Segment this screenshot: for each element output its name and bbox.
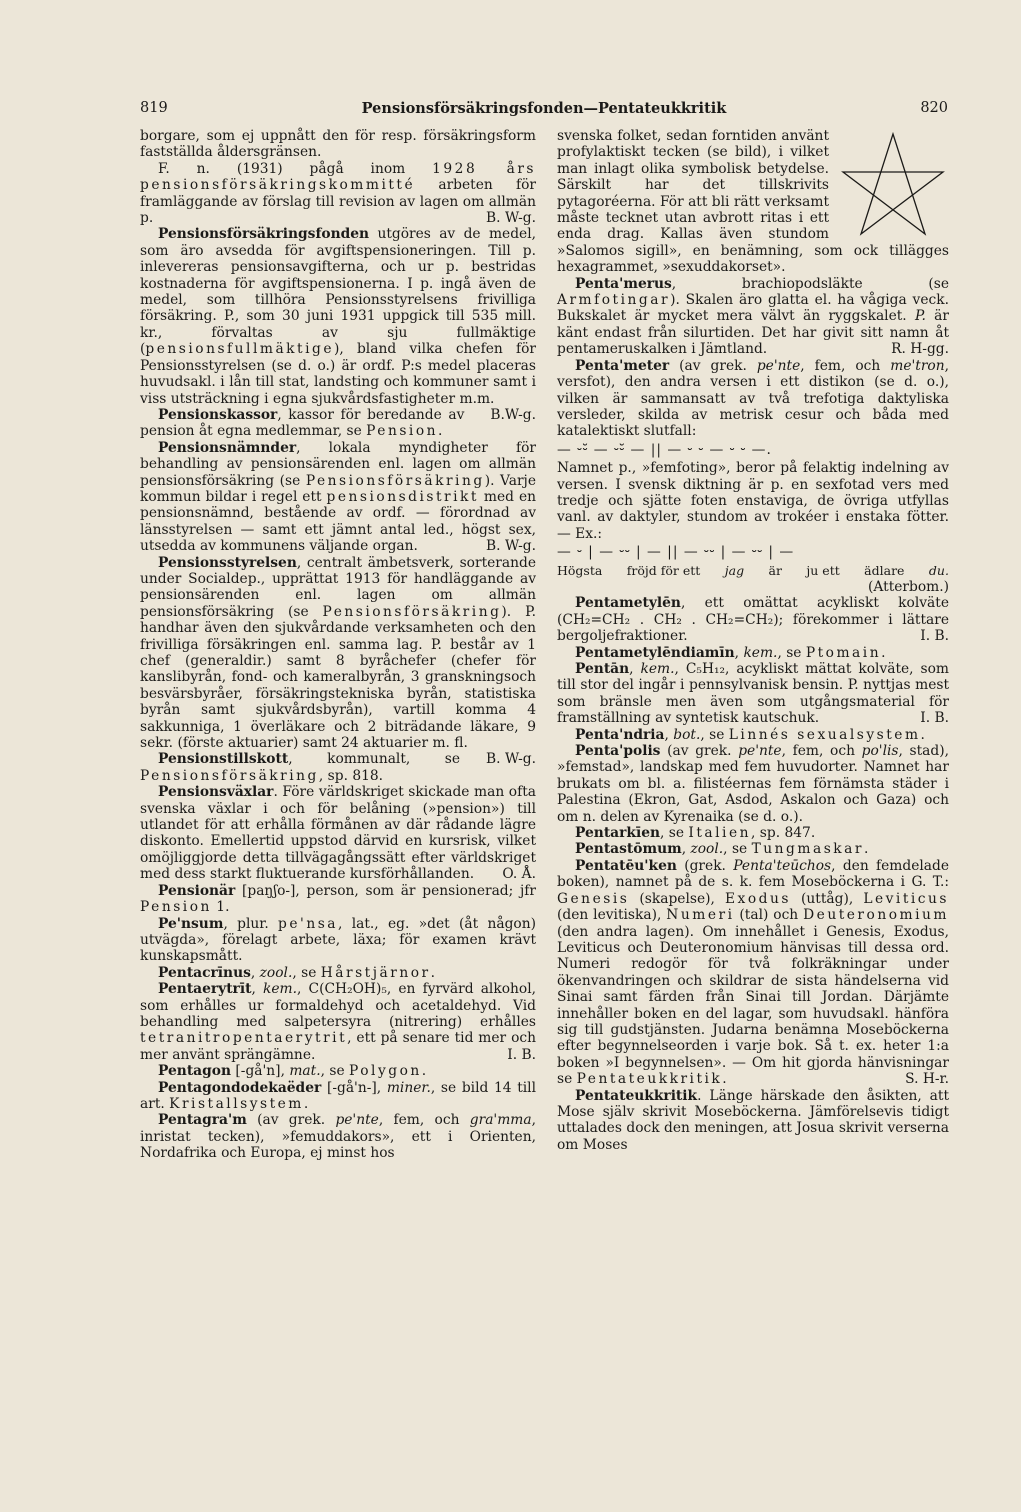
pentagram-continued: svenska folket, sedan forntiden använt profylaktiskt tecken (se bild), i vilket man inlagt olika symbolisk betydelse. Särskilt har det tillskrivits pytagoréerna. För att bli rätt verksamt måste tecknet utan avbrott ritas i ett enda drag. Kallas även stundom »Salomos sigill», en benämning, som ock tillägges hexagrammet, »sexuddakorset». [557, 128, 949, 276]
entry-pentameter: Penta'meter (av grek. pe'nte, fem, och me'tron, versfot), den andra versen i ett distikon (se d. o.), vilken är sammansatt av två trefotiga daktyliska versleder, skilda av metrisk cesur och båda med katalektiskt slutfall: [557, 357, 949, 440]
entry-pensionsstyrelsen: Pensionsstyrelsen, centralt ämbetsverk, sorterande under Socialdep., upprättat 1913 för handläggande av pensionsärenden enl. lagen om allmän pensionsförsäkring (se Pensionsförsäkring). P. handhar även den sjukvårdande verksamheten och den frivilliga försäkringen enl. samma lag. P. består av 1 chef (generaldir.) samt 8 byråchefer (chefer för kanslibyrån, fond- och kameralbyrån, 3 granskningsoch besvärsbyråer, försäkringstekniska byrån, statistiska byrån samt sjukvårdsbyrån), vartill komma 4 sakkunniga, 1 överläkare och 2 biträdande läkare, 9 sekr. (förste aktuarier) samt 24 aktuarier m. fl. B. W-g. [140, 554, 536, 768]
verse-source: (Atterbom.) [868, 578, 949, 595]
entry-pentacrinus: Pentacrīnus, zool., se Hårstjärnor. [158, 964, 436, 981]
continued-paragraph: borgare, som ej uppnått den för resp. försäkringsform fastställda åldersgränsen. [140, 128, 536, 161]
entry-pentaerytrit: Pentaerytrīt, kem., C(CH₂OH)₅, en fyrvärd alkohol, som erhålles ur formaldehyd och acetaldehyd. Vid behandling med salpetersyra (nitrering) erhålles tetranitropentaerytrit, ett på senare tid mer och mer använt sprängämne. I. B. [140, 981, 536, 1063]
committee-paragraph: F. n. (1931) pågå inom 1928 års pensionsförsäkringskommitté arbeten för framläggande av förslag till revision av lagen om allmän p. B. W-g. [140, 160, 536, 227]
entry-pensionskassor: Pensionskassor, kassor för beredande av pension åt egna medlemmar, se Pension. [140, 406, 465, 440]
entry-pentateukkritik: Pentateukkritik. Länge härskade den åsikten, att Mose själv skrivit Moseböckerna. Jämförelsevis tidigt uttalades dock den meningen, att Josua skrivit verserna om Moses [557, 1087, 949, 1153]
meter-scheme-2: — ⏑ | — ⏑⏑ | — || — ⏑⏑ | — ⏑⏑ | — [557, 544, 795, 561]
entry-pentametylendiamin: Pentametylēndiamīn, kem., se Ptomain. [575, 644, 886, 661]
entry-pensionstillskott: Pensionstillskott, kommunalt, se Pensionsförsäkring, sp. 818. [140, 751, 461, 784]
entry-pentagondodekaeder: Pentagondodekaëder [-gå'n-], miner., se bild 14 till art. Kristallsystem. [140, 1079, 536, 1112]
pentameter-continued: Namnet p., »femfoting», beror på felaktig indelning av versen. I svensk diktning är p. en sexfotad vers med tredje och sjätte foten enstaviga, de övriga utfyllas vanl. av daktyler, stundom av trokéer i enstaka fötter. — Ex.: [557, 460, 949, 542]
entry-pentastomum: Pentastōmum, zool., se Tungmaskar. [575, 841, 869, 858]
running-title: Pensionsförsäkringsfonden—Pentateukkritik [361, 100, 727, 117]
entry-pensionar: Pensionär [paŋʃo-], person, som är pensionerad; jfr Pension 1. [140, 882, 536, 916]
entry-pensionsforsakringsfonden: Pensionsförsäkringsfonden utgöres av de medel, som äro avsedda för avgiftspensioneringen. Till p. inlevereras pensionsavgifterna, och ur p. bestridas kostnaderna för avgiftspensionerna. I p. ingå även de medel, som tillhöra Pensionsstyrelsens frivilliga försäkring. P., som 30 juni 1931 uppgick till 535 mill. kr., förvaltas av sju fullmäktige (pensionsfullmäktige), bland vilka chefen för Pensionsstyrelsen (se d. o.) är ordf. P:s medel placeras huvudsakl. i lån till stat, landsting och kommuner samt i viss utsträckning i egna sjukvårdsfastigheter m.m. B.W-g. [140, 226, 536, 423]
entry-pentarkien: Pentarkīen, se Italien, sp. 847. [575, 825, 816, 842]
meter-scheme-1: — ⏑⏑̆ — ⏑⏑̆ — || — ⏑ ⏑ — ⏑ ⏑ —. [557, 441, 772, 458]
entry-pensionsvaxlar: Pensionsväxlar. Före världskriget skickade man ofta svenska växlar i och för belåning (»pension») till utlandet för att erhålla förmånen av där rådande lägre diskonto. Emellertid uppstod därvid en kursrisk, vilket omöjliggjorde detta tillvägagångssätt efter världskriget med dess starkt fluktuerande kursförhållanden. O. Å. [140, 784, 536, 883]
entry-pensum: Pe'nsum, plur. pe'nsa, lat., eg. »det (åt någon) utvägda», förelagt arbete, läxa; för examen krävt kunskapsmått. [140, 915, 536, 965]
entry-pentagon: Pentagon [-gå'n], mat., se Polygon. [158, 1063, 427, 1080]
left-page-number: 819 [140, 100, 168, 116]
right-column [557, 128, 949, 1153]
entry-pentagram: Pentagra'm (av grek. pe'nte, fem, och gra'mma, inristat tecken), »femuddakors», ett i Orienten, Nordafrika och Europa, ej minst hos [140, 1112, 536, 1162]
left-column [140, 128, 536, 1162]
entry-pentametylen: Pentametylēn, ett omättat acykliskt kolväte (CH₂=CH₂ . CH₂ . CH₂=CH₂); förekommer i lättare bergoljefraktioner. I. B. [557, 595, 949, 645]
entry-pentandria: Penta'ndria, bot., se Linnés sexualsystem. [575, 726, 925, 743]
entry-pensionsnamnder: Pensionsnämnder, lokala myndigheter för behandling av pensionsärenden enl. lagen om allmän pensionsförsäkring (se Pensionsförsäkring). Varje kommun bildar i regel ett pensionsdistrikt med en pensionsnämnd, bestående av ordf. — förordnad av länsstyrelsen — samt ett jämnt antal led., högst sex, utsedda av kommunens väljande organ. B. W-g. [140, 439, 536, 555]
verse-example: Högsta fröjd för ett jag är ju ett ädlare du. [557, 562, 949, 578]
entry-pentan: Pentān, kem., C₅H₁₂, acykliskt mättat kolväte, som till stor del ingår i pennsylvanisk bensin. P. nyttjas mest som bränsle men även som utgångsmaterial för framställning av syntetisk kautschuk. I. B. [557, 661, 949, 727]
entry-pentapolis: Penta'polis (av grek. pe'nte, fem, och po'lis, stad), »femstad», landskap med fem huvudorter. Namnet har brukats om bl. a. filistéernas fem förnämsta städer i Palestina (Ekron, Gat, Asdod, Askalon och Gaza) och om n. delen av Kyrenaika (se d. o.). [557, 743, 949, 825]
right-page-number: 820 [920, 100, 948, 116]
entry-pentateuken: Pentatēu'ken (grek. Penta'teūchos, den femdelade boken), namnet på de s. k. fem Moseböckerna i G. T.: Genesis (skapelse), Exodus (uttåg), Leviticus (den levitiska), Numeri (tal) och Deuteronomium (den andra lagen). Om innehållet i Genesis, Exodus, Leviticus och Deuteronomium hänvisas till dessa ord. Numeri redogör för två folkräkningar under ökenvandringen och skildrar de sista händelserna vid Sinai samt färden från Sinai till Jordan. Därjämte innehåller boken en del lagar, som huvudsakl. hänföra sig till gudstjänsten. Judarna benämna Moseböckerna efter begynnelseorden i varje bok. Så t. ex. heter 1:a boken »I begynnelsen». — Om hit gjorda hänvisningar se Pentateukkritik. S. H-r. [557, 857, 949, 1088]
page-header [140, 100, 948, 122]
entry-pentamerus: Penta'merus, brachiopodsläkte (se Armfotingar). Skalen äro glatta el. ha vågiga veck. Bukskalet är mycket mera välvt än ryggskalet. P. är känt endast från silurtiden. Det har givit sitt namn åt pentameruskalken i Jämtland. R. H-gg. [557, 275, 950, 358]
pentagram-icon [837, 130, 949, 238]
